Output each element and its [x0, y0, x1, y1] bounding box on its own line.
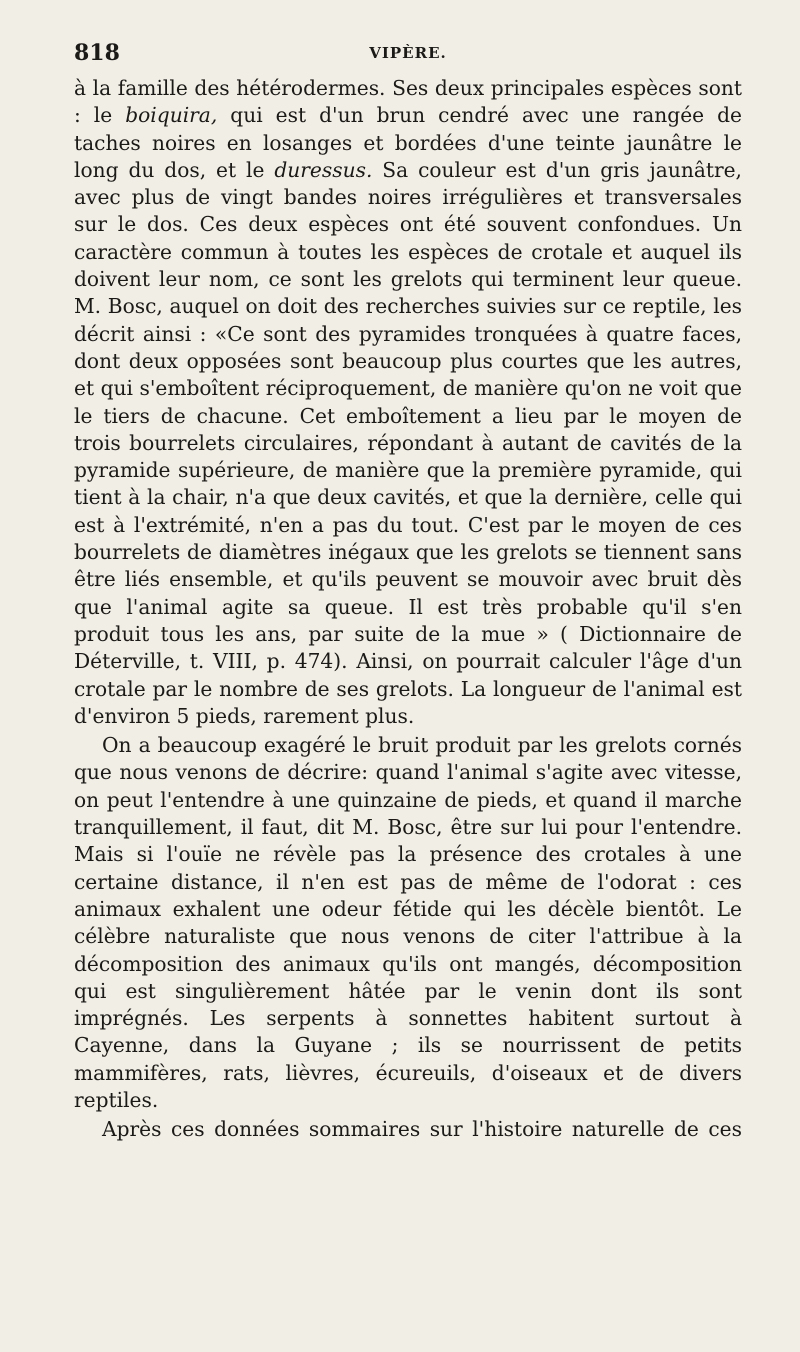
paragraph [74, 732, 742, 1114]
italic-term: boiquira, [125, 103, 218, 128]
text-run: qui est d'un brun cendré avec une rangée de taches noires en losanges et bordées d'une teinte jaunâtre le long du dos, et le [74, 103, 742, 182]
text-run: On a beaucoup exagéré le bruit produit par les grelots cornés que nous venons de décrire: quand l'animal s'agite avec vitesse, on peut l'entendre à une quinzaine de pieds, et quand il marche tranquillement, il faut, dit M. Bosc, être sur lui pour l'entendre. Mais si l'ouïe ne révèle pas la présence des crotales à une certaine distance, il n'en est pas de même de l'odorat : ces animaux exhalent une odeur fétide qui les décèle bientôt. Le célèbre naturaliste que nous venons de citer l'attribue à la décomposition des animaux qu'ils ont mangés, décomposition qui est singulièrement hâtée par le venin dont ils sont imprégnés. Les serpents à sonnettes habitent surtout à Cayenne, dans la Guyane ; ils se nourrissent de petits mammifères, rats, lièvres, écureuils, d'oiseaux et de divers reptiles. [74, 733, 742, 1112]
text-run: à la famille des hétérodermes. Ses deux principales espèces sont : le [74, 76, 742, 128]
page-number: 818 [74, 40, 120, 66]
text-run: Après ces données sommaires sur l'histoire naturelle de ces [102, 1117, 742, 1142]
body-text [74, 75, 742, 1144]
running-head [74, 40, 742, 70]
paragraph-continued [74, 75, 742, 730]
running-title: VIPÈRE. [369, 44, 447, 62]
paragraph-last [74, 1116, 742, 1143]
italic-term: duressus. [274, 157, 373, 182]
text-run: Sa couleur est d'un gris jaunâtre, avec plus de vingt bandes noires irrégulières et transversales sur le dos. Ces deux espèces ont été souvent confondues. Un caractère commun à toutes les espèces de crotale et auquel ils doivent leur nom, ce sont les grelots qui terminent leur queue. M. Bosc, auquel on doit des recherches suivies sur ce reptile, les décrit ainsi : «Ce sont des pyramides tronquées à quatre faces, dont deux opposées sont beaucoup plus courtes que les autres, et qui s'emboîtent réciproquement, de manière qu'on ne voit que le tiers de chacune. Cet emboîtement a lieu par le moyen de trois bourrelets circulaires, répondant à autant de cavités de la pyramide supérieure, de manière que la première pyramide, qui tient à la chair, n'a que deux cavités, et que la dernière, celle qui est à l'extrémité, n'en a pas du tout. C'est par le moyen de ces bourrelets de diamètres inégaux que les grelots se tiennent sans être liés ensemble, et qu'ils peuvent se mouvoir avec bruit dès que l'animal agite sa queue. Il est très probable qu'il s'en produit tous les ans, par suite de la mue » ( Dictionnaire de Déterville, t. VIII, p. 474). Ainsi, on pourrait calculer l'âge d'un crotale par le nombre de ses grelots. La longueur de l'animal est d'environ 5 pieds, rarement plus. [74, 157, 742, 728]
